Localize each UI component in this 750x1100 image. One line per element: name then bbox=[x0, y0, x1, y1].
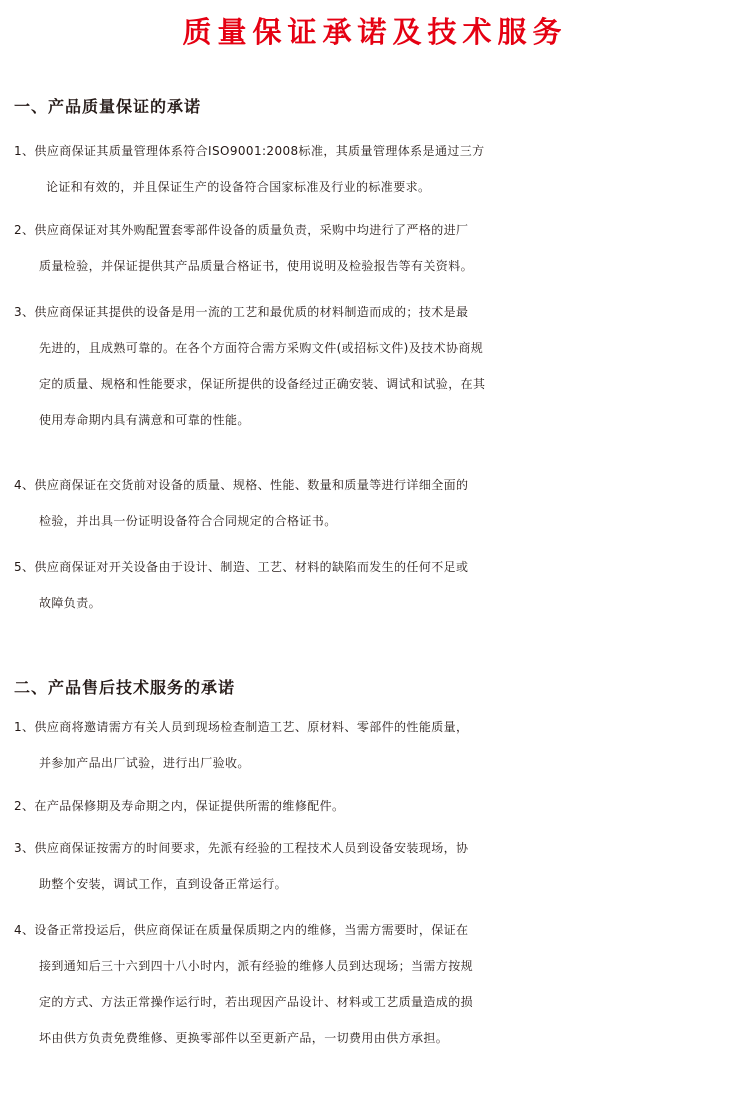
list-item bbox=[14, 549, 744, 621]
item-line: 2、在产品保修期及寿命期之内，保证提供所需的维修配件。 bbox=[14, 799, 345, 813]
item-line: 1、供应商将邀请需方有关人员到现场检查制造工艺、原材料、零部件的性能质量， bbox=[14, 720, 469, 734]
item-line: 3、供应商保证其提供的设备是用一流的工艺和最优质的材料制造而成的；技术是最 bbox=[14, 305, 469, 319]
item-line: 质量检验，并保证提供其产品质量合格证书，使用说明及检验报告等有关资料。 bbox=[39, 259, 474, 273]
item-line: 使用寿命期内具有满意和可靠的性能。 bbox=[39, 413, 250, 427]
list-item bbox=[14, 830, 744, 902]
page-title: 质量保证承诺及技术服务 bbox=[182, 15, 568, 49]
list-item bbox=[14, 212, 744, 284]
item-line: 助整个安装，调试工作，直到设备正常运行。 bbox=[39, 877, 288, 891]
section-heading-quality-guarantee: 一、产品质量保证的承诺 bbox=[14, 97, 202, 116]
section-heading-after-sales-service: 二、产品售后技术服务的承诺 bbox=[14, 678, 236, 697]
list-item bbox=[14, 133, 744, 205]
item-line: 并参加产品出厂试验，进行出厂验收。 bbox=[39, 756, 250, 770]
item-line: 故障负责。 bbox=[39, 596, 102, 610]
list-item bbox=[14, 912, 744, 1056]
item-line: 检验，并出具一份证明设备符合合同规定的合格证书。 bbox=[39, 514, 337, 528]
item-line: 先进的，且成熟可靠的。在各个方面符合需方采购文件(或招标文件)及技术协商规 bbox=[39, 341, 484, 355]
item-line: 4、供应商保证在交货前对设备的质量、规格、性能、数量和质量等进行详细全面的 bbox=[14, 478, 469, 492]
item-line: 4、设备正常投运后，供应商保证在质量保质期之内的维修，当需方需要时，保证在 bbox=[14, 923, 469, 937]
list-item bbox=[14, 294, 744, 438]
list-item bbox=[14, 467, 744, 539]
item-line: 2、供应商保证对其外购配置套零部件设备的质量负责，采购中均进行了严格的进厂 bbox=[14, 223, 469, 237]
item-line: 1、供应商保证其质量管理体系符合ISO9001:2008标准，其质量管理体系是通过三方 bbox=[14, 144, 485, 158]
item-line: 坏由供方负责免费维修、更换零部件以至更新产品，一切费用由供方承担。 bbox=[39, 1031, 449, 1045]
item-line: 定的方式、方法正常操作运行时，若出现因产品设计、材料或工艺质量造成的损 bbox=[39, 995, 474, 1009]
list-item bbox=[14, 709, 744, 781]
item-line: 论证和有效的，并且保证生产的设备符合国家标准及行业的标准要求。 bbox=[46, 180, 431, 194]
item-line: 5、供应商保证对开关设备由于设计、制造、工艺、材料的缺陷而发生的任何不足或 bbox=[14, 560, 469, 574]
list-item bbox=[14, 788, 744, 824]
item-line: 3、供应商保证按需方的时间要求，先派有经验的工程技术人员到设备安装现场，协 bbox=[14, 841, 469, 855]
item-line: 定的质量、规格和性能要求，保证所提供的设备经过正确安装、调试和试验，在其 bbox=[39, 377, 486, 391]
item-line: 接到通知后三十六到四十八小时内，派有经验的维修人员到达现场；当需方按规 bbox=[39, 959, 474, 973]
